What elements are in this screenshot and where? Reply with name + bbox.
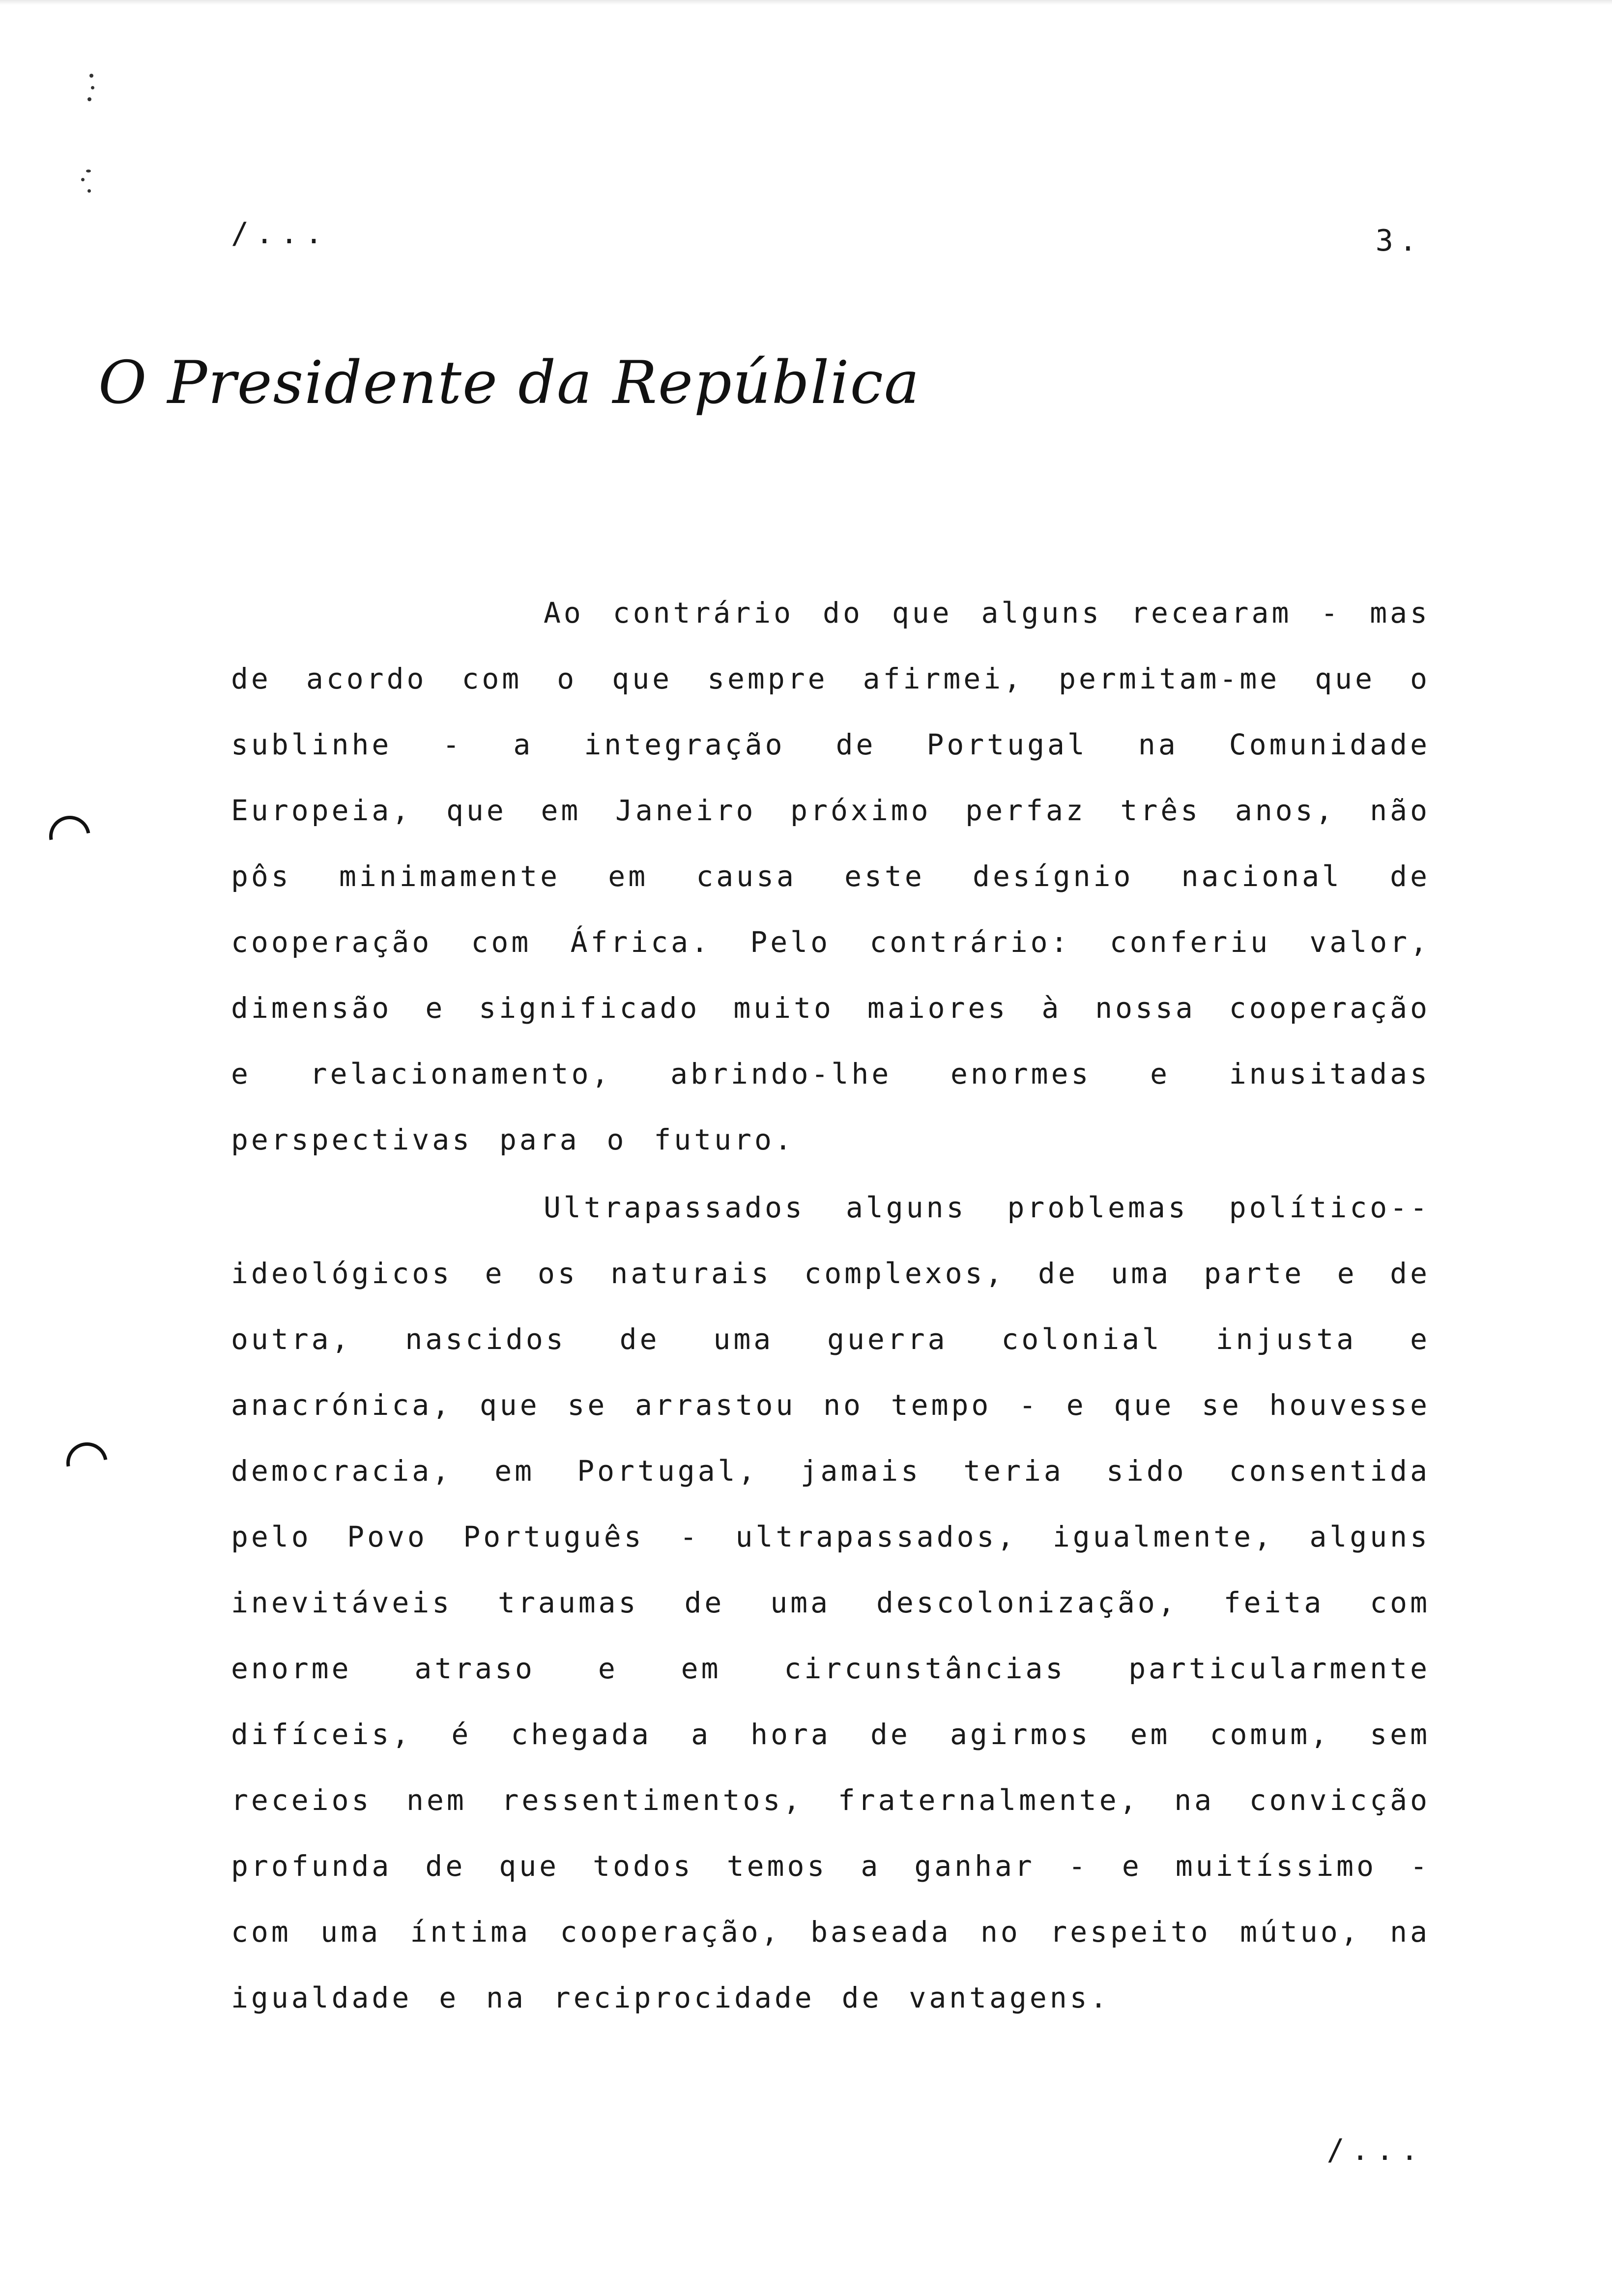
scan-speck [89,74,93,78]
scan-edge-shadow [0,0,1612,5]
margin-hole-mark [41,808,99,865]
scan-speck [87,97,91,101]
scan-speck [81,178,85,181]
page-number: 3. [1375,224,1423,258]
scan-speck [86,170,91,172]
paragraph: Ultrapassados alguns problemas político--ideológicos e os naturais complexos, de uma parte e de outra, nascidos de uma guerra colonial injusta e anacrónica, que se arrastou no tempo - e que se houvesse democracia, em Portugal, jamais teria sido consentida pelo Povo Português - ultrapassados, igualmente, alguns inevitáveis traumas de uma descolonização, feita com enorme atraso e em circunstâncias particularmente difíceis, é chegada a hora de agirmos em comum, sem receios nem ressentimentos, fraternalmente, na convicção profunda de que todos temos a ganhar - e muitíssimo - com uma íntima cooperação, baseada no respeito mútuo, na igualdade e na reciprocidade de vantagens. [231,1191,1430,2014]
paragraph-block [231,580,1430,1173]
scan-speck [87,189,91,193]
footer-continuation-mark: /... [1326,2133,1425,2167]
paragraph: Ao contrário do que alguns recearam - mas de acordo com o que sempre afirmei, permitam-me que o sublinhe - a integração de Portugal na Comunidade Europeia, que em Janeiro próximo perfaz três anos, não pôs minimamente em causa este desígnio nacional de cooperação com África. Pelo contrário: conferiu valor, dimensão e significado muito maiores à nossa cooperação e relacionamento, abrindo-lhe enormes e inusitadas perspectivas para o futuro. [231,596,1430,1156]
letterhead: O Presidente da República [98,349,921,417]
paragraph-block [231,1175,1430,2031]
header-continuation-mark: /... [231,216,330,251]
scan-speck [91,86,94,89]
margin-hole-mark [58,1435,116,1492]
